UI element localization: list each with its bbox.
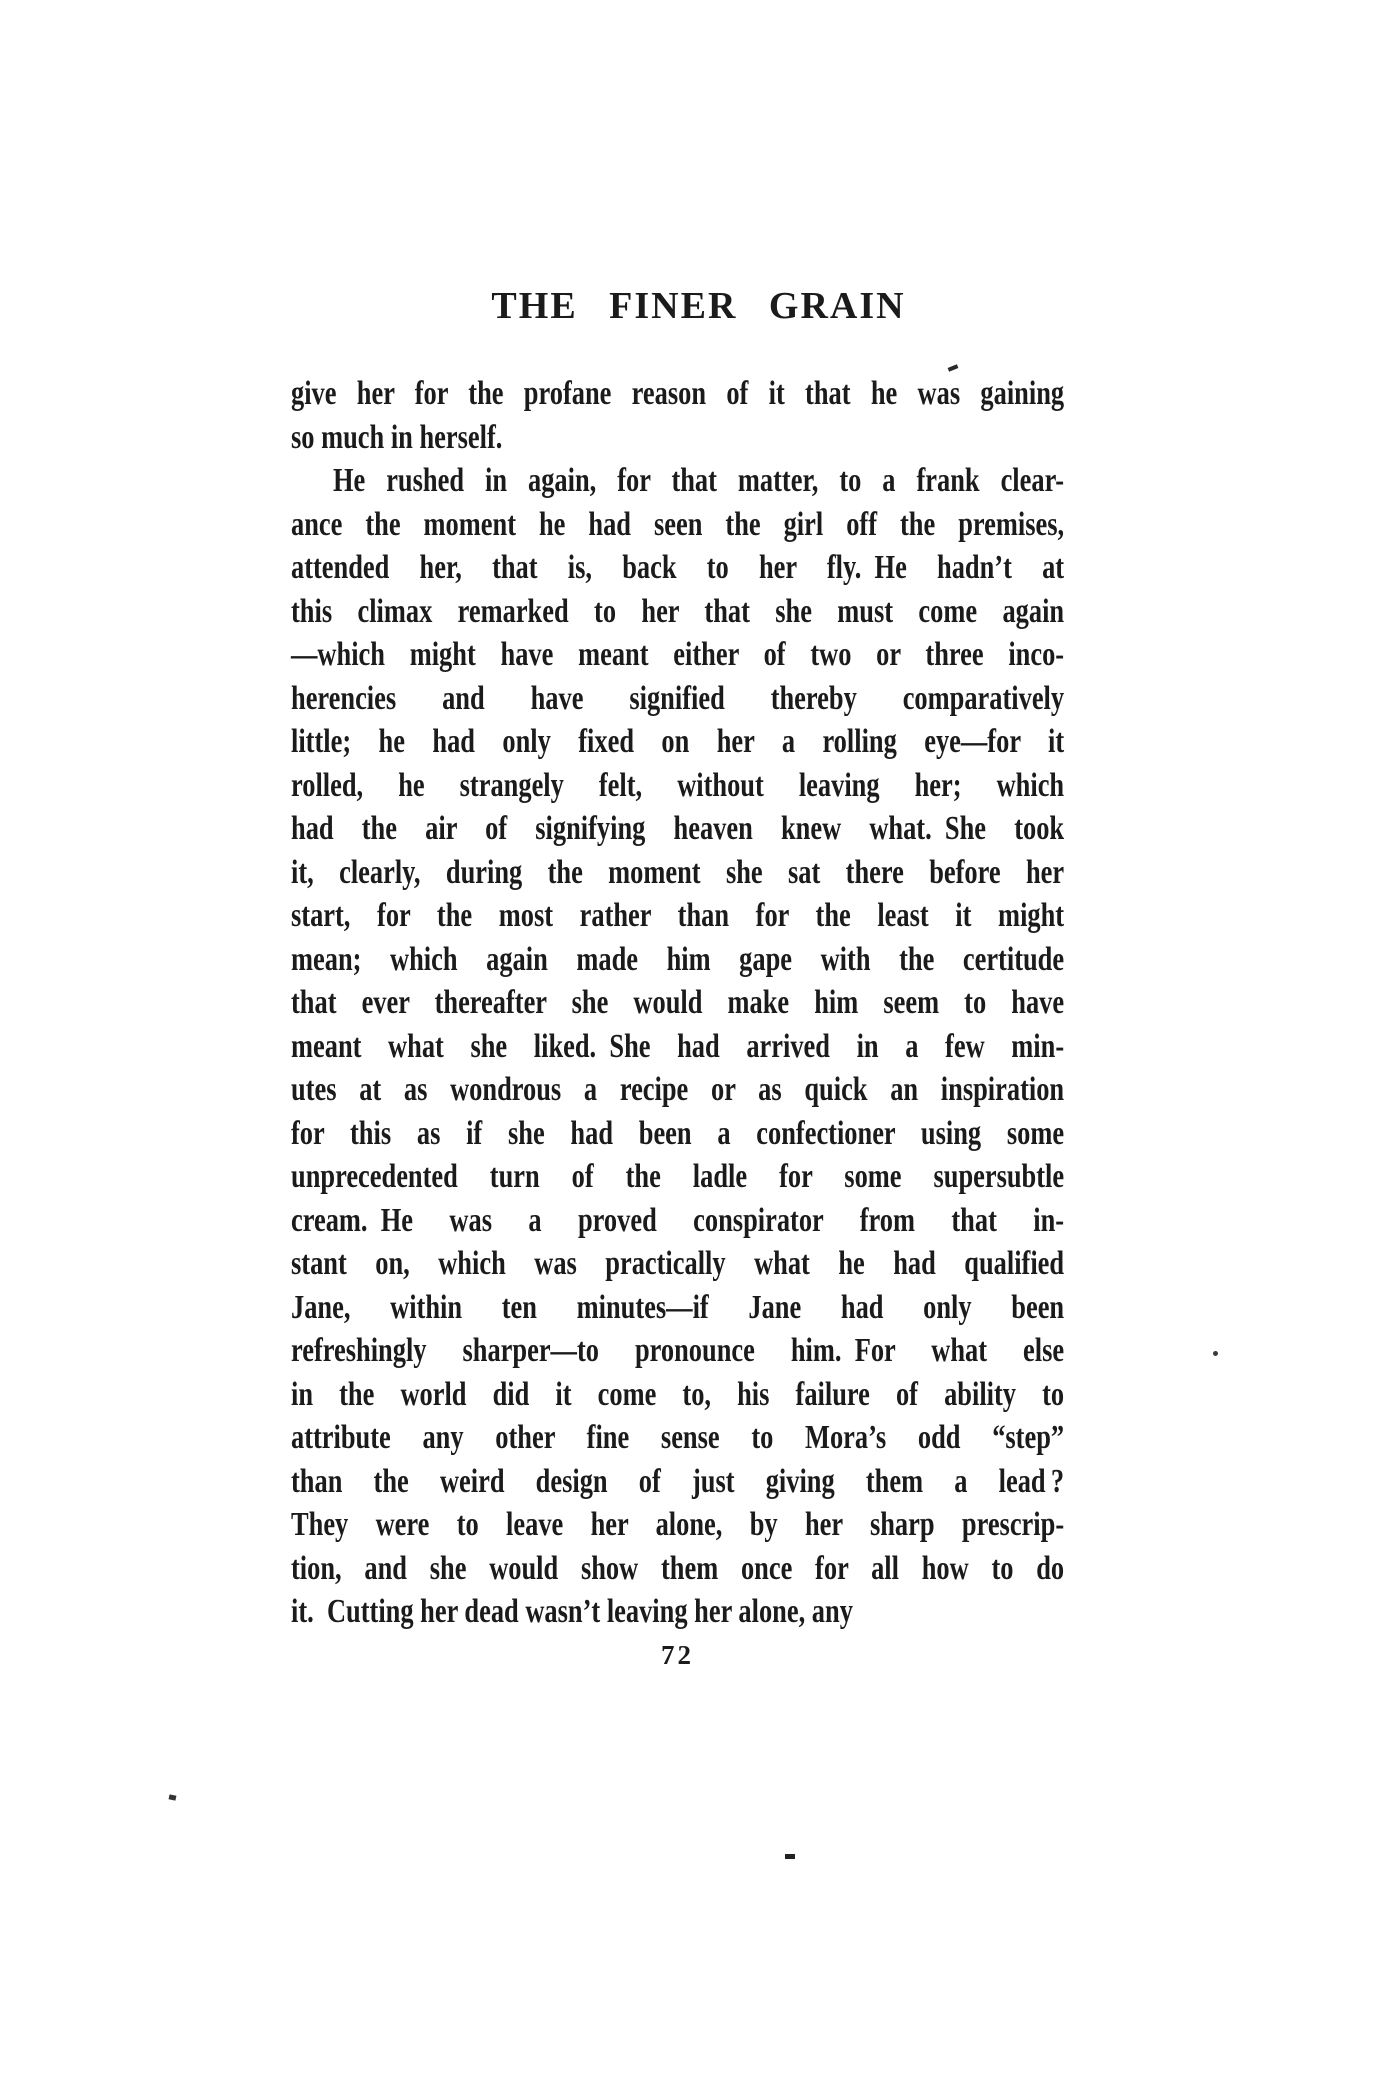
page-number: 72 <box>661 1640 694 1670</box>
text-line: stant on, which was practically what he had qualified <box>291 1245 1065 1282</box>
text-line: in the world did it come to, his failure of ability to <box>291 1375 1065 1413</box>
text-line: meant what she liked. She had arrived in a few min- <box>291 1027 1065 1065</box>
text-line: tion, and she would show them once for all how to do <box>291 1549 1065 1587</box>
text-line: mean; which again made him gape with the certitude <box>291 940 1065 978</box>
paragraph <box>291 372 1064 459</box>
text-line: that ever thereafter she would make him seem to have <box>291 984 1065 1021</box>
text-line: —which might have meant either of two or three inco- <box>291 636 1065 673</box>
text-line: start, for the most rather than for the least it might <box>291 897 1065 934</box>
text-line: utes at as wondrous a recipe or as quick an inspiration <box>291 1071 1065 1108</box>
text-line: attribute any other fine sense to Mora’s odd “step” <box>291 1419 1065 1456</box>
text-line: cream. He was a proved conspirator from that in- <box>291 1201 1065 1239</box>
paragraph <box>291 459 1064 1634</box>
text-line: than the weird design of just giving them a lead ? <box>291 1462 1065 1500</box>
ink-speck <box>948 364 959 371</box>
text-line: had the air of signifying heaven knew what. She took <box>291 810 1065 847</box>
ink-speck <box>169 1794 177 1800</box>
text-line: They were to leave her alone, by her sharp prescrip- <box>291 1506 1065 1543</box>
text-line: rolled, he strangely felt, without leaving her; which <box>291 766 1065 804</box>
running-head: THE FINER GRAIN <box>491 285 906 327</box>
text-line: it. Cutting her dead wasn’t leaving her alone, any <box>291 1593 853 1630</box>
text-line: unprecedented turn of the ladle for some supersubtle <box>291 1158 1065 1195</box>
text-line: for this as if she had been a confectioner using some <box>291 1114 1065 1152</box>
ink-speck <box>785 1854 795 1859</box>
text-line: refreshingly sharper—to pronounce him. For what else <box>291 1332 1065 1369</box>
ink-speck <box>1213 1351 1218 1356</box>
text-line: little; he had only fixed on her a rolling eye—for it <box>291 723 1065 760</box>
text-line: it, clearly, during the moment she sat there before her <box>291 853 1065 891</box>
text-line: Jane, within ten minutes—if Jane had only been <box>291 1288 1065 1326</box>
text-line: give her for the profane reason of it that he was gaining <box>291 375 1065 412</box>
text-line: ance the moment he had seen the girl off the premises, <box>291 505 1065 543</box>
text-line: herencies and have signified thereby comparatively <box>291 679 1065 717</box>
text-line: so much in herself. <box>291 418 503 456</box>
text-line: attended her, that is, back to her fly. He hadn’t at <box>291 549 1065 586</box>
text-line: this climax remarked to her that she must come again <box>291 592 1065 630</box>
body-text <box>291 372 1064 1634</box>
text-line: He rushed in again, for that matter, to a frank clear- <box>332 462 1065 499</box>
